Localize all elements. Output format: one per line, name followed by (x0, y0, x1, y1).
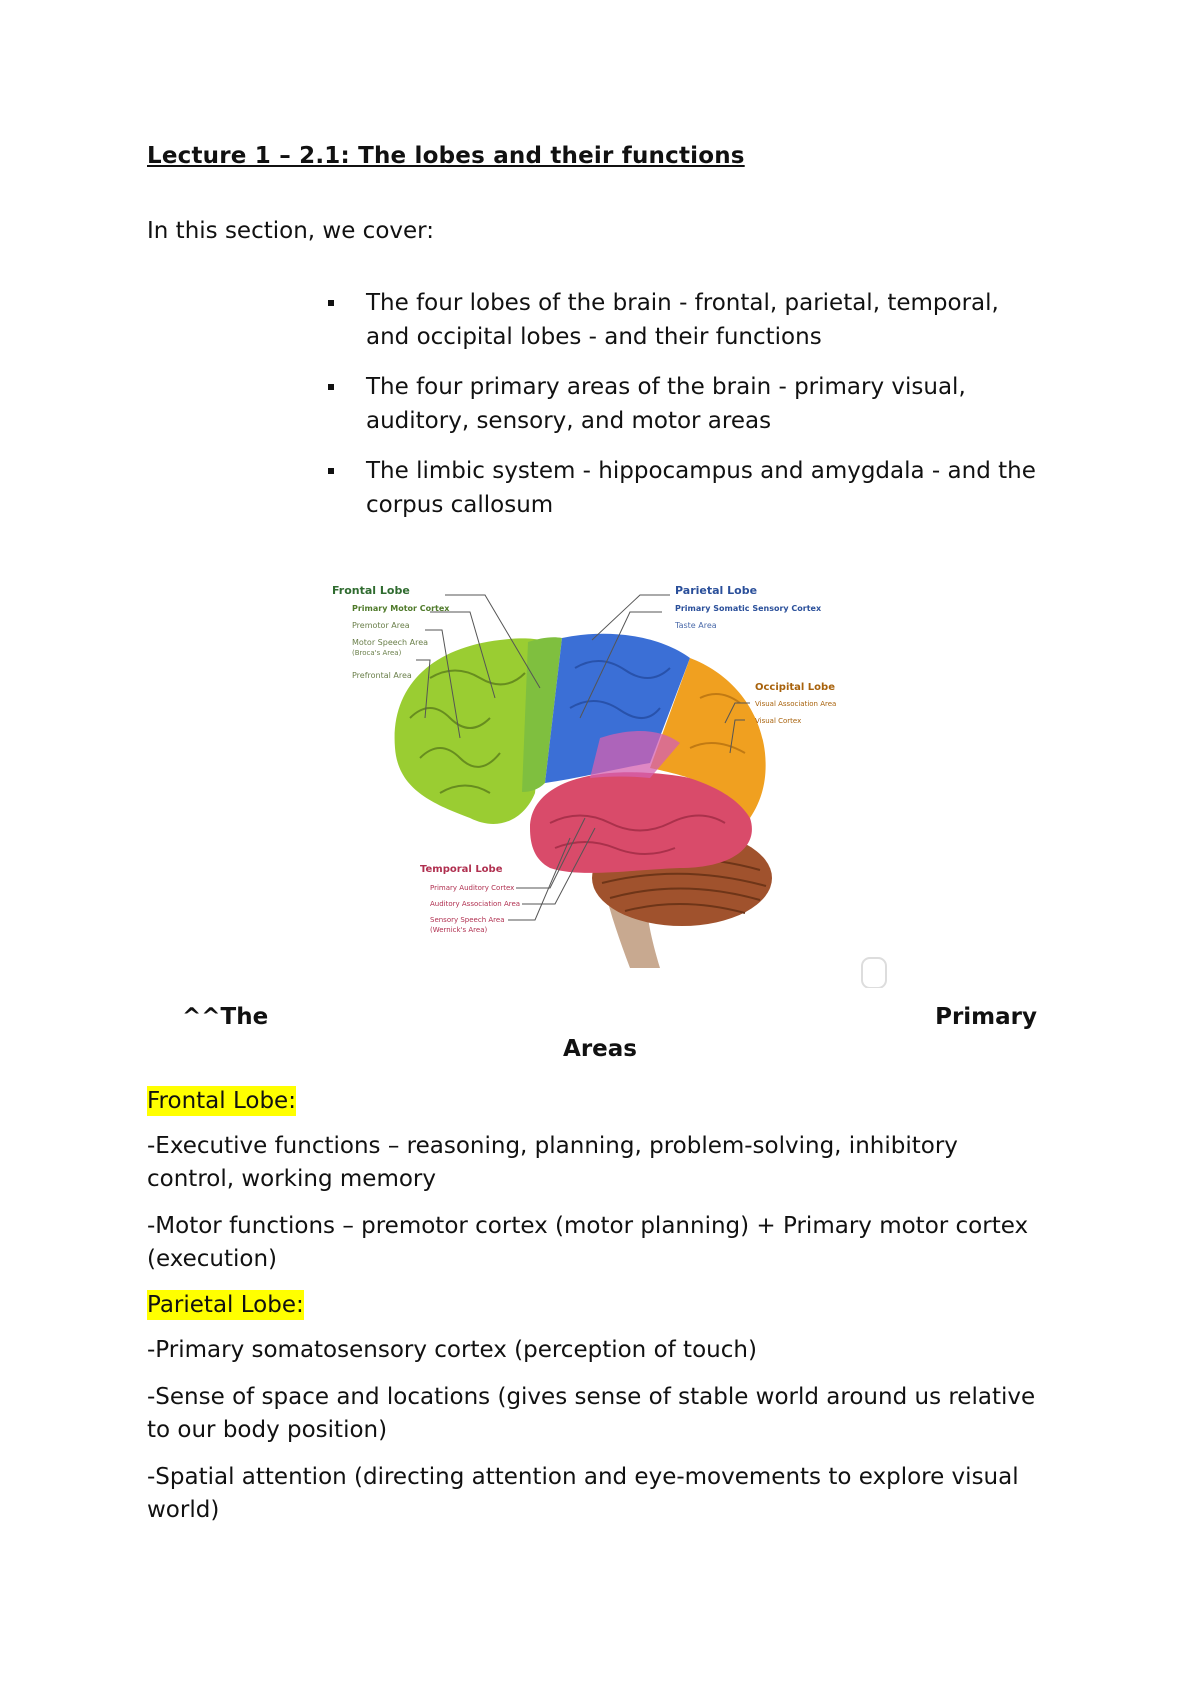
frontal-para-executive: -Executive functions – reasoning, planning, problem-solving, inhibitory control, working memory (147, 1133, 958, 1192)
list-item (328, 454, 1048, 522)
occipital-lobe-label: Occipital Lobe (755, 682, 835, 693)
brain-diagram (330, 578, 890, 988)
taste-area-label: Taste Area (675, 621, 717, 630)
parietal-para-somatosensory: -Primary somatosensory cortex (perception of touch) (147, 1337, 757, 1363)
parietal-lobe-label: Parietal Lobe (675, 584, 758, 597)
temporal-lobe-label: Temporal Lobe (420, 864, 503, 875)
motor-speech-area-label: Motor Speech Area (352, 638, 429, 647)
brocas-area-label: (Broca's Area) (352, 649, 402, 657)
frontal-para-motor: -Motor functions – premotor cortex (motor planning) + Primary motor cortex (execution) (147, 1213, 1029, 1272)
page-title: Lecture 1 – 2.1: The lobes and their functions (147, 143, 745, 169)
frontal-lobe-heading: Frontal Lobe: (147, 1088, 296, 1114)
frontal-lobe-label: Frontal Lobe (332, 584, 410, 597)
list-item (328, 286, 1048, 354)
figure-caption-center: Areas (563, 1036, 637, 1062)
figure-caption-right: Primary (935, 1004, 1037, 1030)
premotor-area-label: Premotor Area (352, 621, 410, 630)
sensory-speech-area-label: Sensory Speech Area (430, 916, 505, 924)
parietal-lobe-heading: Parietal Lobe: (147, 1292, 304, 1318)
auditory-association-area-label: Auditory Association Area (430, 900, 521, 908)
list-item-text: The limbic system - hippocampus and amygdala - and the corpus callosum (366, 458, 1036, 518)
list-item-text: The four lobes of the brain - frontal, parietal, temporal, and occipital lobes - and their functions (366, 290, 999, 350)
lobe-sections (147, 1086, 1047, 1541)
bullet-icon (328, 468, 334, 474)
primary-auditory-cortex-label: Primary Auditory Cortex (430, 884, 515, 892)
parietal-para-attention: -Spatial attention (directing attention and eye-movements to explore visual world) (147, 1464, 1019, 1523)
intro-text: In this section, we cover: (147, 218, 434, 244)
wernicks-area-label: (Wernick's Area) (430, 926, 488, 934)
prefrontal-area-label: Prefrontal Area (352, 671, 412, 680)
list-item-text: The four primary areas of the brain - primary visual, auditory, sensory, and motor areas (366, 374, 966, 434)
parietal-para-space: -Sense of space and locations (gives sense of stable world around us relative to our body position) (147, 1384, 1036, 1443)
primary-somatic-sensory-cortex-label: Primary Somatic Sensory Cortex (675, 604, 822, 613)
corner-mark-icon (862, 958, 886, 988)
figure-caption-left: ^^The (182, 1004, 269, 1030)
visual-cortex-label: Visual Cortex (755, 717, 802, 725)
visual-association-area-label: Visual Association Area (755, 700, 837, 708)
bullet-icon (328, 384, 334, 390)
primary-motor-cortex-label: Primary Motor Cortex (352, 604, 450, 613)
bullet-icon (328, 300, 334, 306)
list-item (328, 370, 1048, 438)
bullet-list (328, 286, 1048, 538)
